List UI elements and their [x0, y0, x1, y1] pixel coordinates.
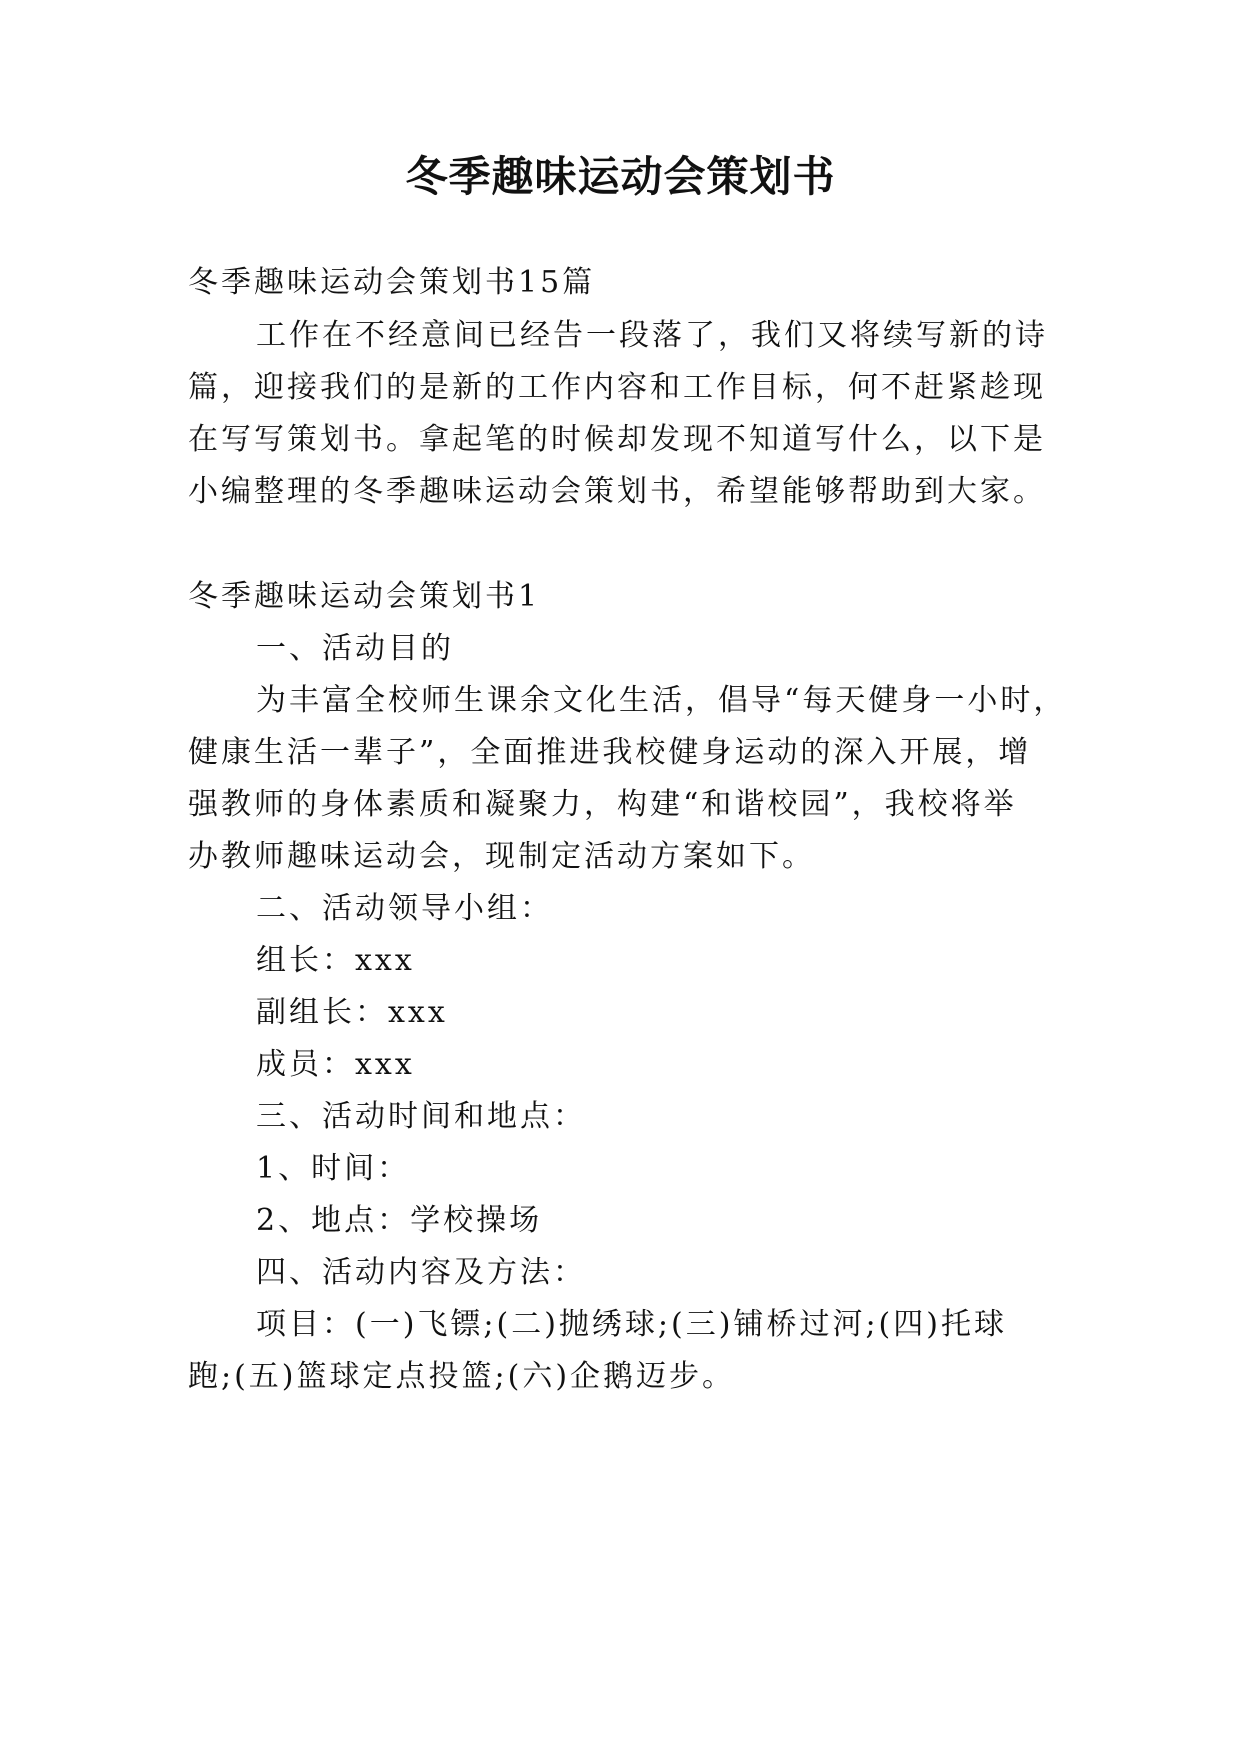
document-subtitle: 冬季趣味运动会策划书15篇: [188, 265, 596, 300]
time-text: 1、时间：: [256, 1151, 411, 1186]
leader-text: 组长：xxx: [256, 943, 415, 978]
vice-leader-text: 副组长：xxx: [256, 995, 448, 1030]
document-title: 冬季趣味运动会策划书: [405, 152, 836, 201]
intro-line-1: 工作在不经意间已经告一段落了，我们又将续写新的诗: [256, 318, 1048, 353]
intro-line-3: 在写写策划书。拿起笔的时候却发现不知道写什么，以下是: [188, 422, 1046, 457]
items-line-2: 跑;(五)篮球定点投篮;(六)企鹅迈步。: [188, 1359, 736, 1394]
heading-content-method: 四、活动内容及方法：: [256, 1255, 586, 1290]
intro-line-4: 小编整理的冬季趣味运动会策划书，希望能够帮助到大家。: [188, 474, 1046, 509]
items-line-1: 项目：(一)飞镖;(二)抛绣球;(三)铺桥过河;(四)托球: [256, 1307, 1007, 1342]
section-title: 冬季趣味运动会策划书1: [188, 579, 541, 614]
purpose-line-4: 办教师趣味运动会，现制定活动方案如下。: [188, 839, 815, 874]
intro-line-2: 篇，迎接我们的是新的工作内容和工作目标，何不赶紧趁现: [188, 370, 1046, 405]
heading-leadership: 二、活动领导小组：: [256, 891, 553, 926]
purpose-line-2: 健康生活一辈子”，全面推进我校健身运动的深入开展，增: [188, 735, 1032, 770]
place-text: 2、地点：学校操场: [256, 1203, 543, 1238]
heading-time-place: 三、活动时间和地点：: [256, 1099, 586, 1134]
purpose-line-3: 强教师的身体素质和凝聚力，构建“和谐校园”，我校将举: [188, 787, 1017, 822]
heading-purpose: 一、活动目的: [256, 631, 454, 666]
purpose-line-1: 为丰富全校师生课余文化生活，倡导“每天健身一小时，: [256, 683, 1067, 718]
members-text: 成员：xxx: [256, 1047, 415, 1082]
